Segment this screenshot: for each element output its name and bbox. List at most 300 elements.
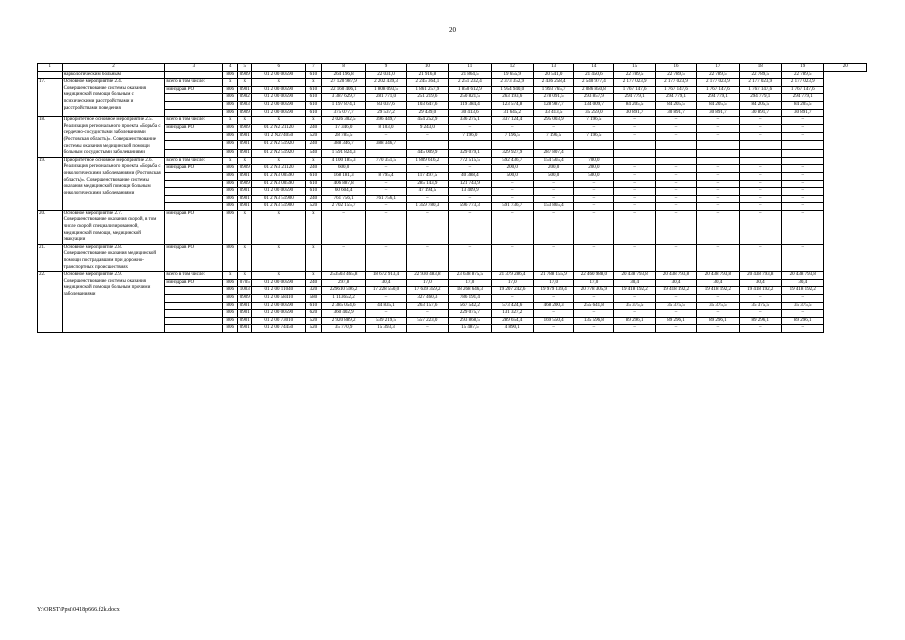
value-cell: – — [655, 203, 696, 211]
footer-file-path: Y:\ORST\Ppsi\0418p666.f2k.docx — [37, 607, 120, 613]
value-cell: 294 779,1 — [739, 94, 781, 102]
value-cell: 0909 — [237, 180, 252, 188]
value-cell: 01 2 00 00590 — [252, 101, 306, 109]
value-cell: 0901 — [237, 188, 252, 196]
value-cell: – — [739, 180, 781, 188]
value-cell: 60 604,4 — [321, 188, 366, 196]
value-cell: 806 — [223, 71, 238, 79]
value-cell: – — [697, 195, 739, 203]
column-number-cell: 7 — [306, 64, 322, 72]
value-cell: – — [782, 210, 824, 244]
value-cell: 2 177 023,9 — [782, 79, 824, 87]
value-cell: 35 375,5 — [614, 302, 655, 310]
value-cell: х — [237, 157, 252, 165]
value-cell: – — [739, 295, 781, 303]
value-cell: 29 537,2 — [366, 109, 406, 117]
value-cell: 297,8 — [321, 279, 366, 287]
value-cell: – — [697, 295, 739, 303]
value-cell: 01 2 00 73010 — [252, 317, 306, 325]
value-cell: 2 177 023,9 — [655, 79, 696, 87]
value-cell: 0909 — [237, 125, 252, 133]
value-cell: – — [655, 325, 696, 333]
executor-cell — [165, 133, 223, 141]
column-number-cell: 2 — [62, 64, 165, 72]
table-row — [38, 71, 867, 79]
value-cell: – — [614, 310, 655, 318]
value-cell: 806 — [223, 188, 238, 196]
value-cell: 229610 596,2 — [321, 287, 366, 295]
value-cell: 806 — [223, 287, 238, 295]
value-cell: 2 245 364,1 — [406, 79, 448, 87]
value-cell: – — [366, 180, 406, 188]
value-cell: 295 003,9 — [534, 117, 574, 125]
value-cell: 7 196,5 — [574, 117, 614, 125]
value-cell: – — [739, 172, 781, 180]
value-cell — [655, 157, 696, 165]
value-cell: 327 460,3 — [406, 295, 448, 303]
column-number-cell: 14 — [574, 64, 614, 72]
value-cell: 620 — [306, 310, 322, 318]
executor-cell: всего в том числе: — [165, 157, 223, 165]
value-cell: 84 205,5 — [655, 101, 696, 109]
value-cell: 329 927,9 — [491, 149, 533, 157]
value-cell: 31 645,2 — [491, 109, 533, 117]
value-cell: 22 460 988,0 — [574, 272, 614, 280]
value-cell — [491, 141, 533, 149]
value-cell: 240 — [306, 279, 322, 287]
value-cell: 20 541,0 — [534, 71, 574, 79]
measure-title: Основное мероприятие 2.4. Совершенствование системы оказания медицинской помощи больным с психическими расстройствами и расстройствами поведения — [62, 79, 165, 117]
value-cell: 1 767 147,6 — [782, 86, 824, 94]
value-cell: 3 387 629,7 — [321, 94, 366, 102]
value-cell: 592 436,7 — [491, 157, 533, 165]
value-cell: 20 438 793,8 — [655, 272, 696, 280]
value-cell: 28 785,5 — [321, 133, 366, 141]
value-cell — [782, 149, 824, 157]
value-cell: 22 160 406,1 — [321, 86, 366, 94]
value-cell: – — [655, 133, 696, 141]
value-cell: 89 296,1 — [739, 317, 781, 325]
value-cell: 35 375,5 — [782, 302, 824, 310]
value-cell: – — [739, 244, 781, 271]
value-cell: – — [655, 117, 696, 125]
value-cell: – — [574, 210, 614, 244]
value-cell: 806 — [223, 310, 238, 318]
value-cell: 123 574,8 — [491, 101, 533, 109]
value-cell: 806 — [223, 172, 238, 180]
executor-cell — [165, 317, 223, 325]
value-cell: – — [697, 325, 739, 333]
value-cell: – — [739, 188, 781, 196]
value-cell: 772 515,5 — [449, 157, 491, 165]
executor-cell — [165, 203, 223, 211]
value-cell: 19 655,9 — [491, 71, 533, 79]
value-cell: – — [406, 325, 448, 333]
value-cell: 0705 — [237, 279, 252, 287]
value-cell: 30 891,7 — [739, 109, 781, 117]
executor-cell — [165, 71, 223, 79]
measure-title: наркологическим больным — [62, 71, 165, 79]
executor-cell — [165, 302, 223, 310]
value-cell: – — [739, 210, 781, 244]
value-cell: 30,4 — [697, 279, 739, 287]
value-cell: 287 807,4 — [534, 149, 574, 157]
value-cell: 1 591 824,3 — [321, 149, 366, 157]
value-cell: 30 891,7 — [614, 109, 655, 117]
value-cell: 84 205,5 — [739, 101, 781, 109]
value-cell: 30,4 — [655, 279, 696, 287]
table-row — [38, 157, 867, 165]
value-cell: – — [321, 210, 366, 244]
value-cell: 1 113652,2 — [321, 295, 366, 303]
value-cell: 2 177 023,9 — [614, 79, 655, 87]
value-cell: 19 418 192,2 — [614, 287, 655, 295]
value-cell: 17,0 — [534, 279, 574, 287]
value-cell: 610 — [306, 101, 322, 109]
value-cell: 2 385 054,6 — [321, 302, 366, 310]
value-cell — [782, 141, 824, 149]
value-cell: 89 296,1 — [697, 317, 739, 325]
value-cell: – — [655, 195, 696, 203]
value-cell: 1 767 147,6 — [655, 86, 696, 94]
value-cell: – — [366, 310, 406, 318]
value-cell: 285 143,9 — [406, 180, 448, 188]
value-cell: – — [449, 210, 491, 244]
value-cell: 396 449,7 — [366, 117, 406, 125]
column-number-cell: 9 — [366, 64, 406, 72]
value-cell: 520 — [306, 133, 322, 141]
executor-cell — [165, 287, 223, 295]
value-cell: – — [655, 310, 696, 318]
value-cell: – — [614, 188, 655, 196]
value-cell: 557 223,0 — [406, 317, 448, 325]
value-cell: 17 346,0 — [321, 125, 366, 133]
value-cell: – — [697, 188, 739, 196]
value-cell: 761 756,1 — [321, 195, 366, 203]
value-cell: – — [614, 117, 655, 125]
value-cell: 19 979 139,4 — [534, 287, 574, 295]
value-cell — [366, 149, 406, 157]
value-cell: 20 438 793,8 — [782, 272, 824, 280]
value-cell: – — [739, 310, 781, 318]
value-cell: 591 736,7 — [491, 203, 533, 211]
column-number-cell: 20 — [824, 64, 867, 72]
value-cell: 229 075,7 — [449, 310, 491, 318]
value-cell: 806 — [223, 325, 238, 333]
value-cell: – — [406, 165, 448, 173]
value-cell — [614, 157, 655, 165]
value-cell: 329 079,1 — [449, 149, 491, 157]
value-cell: 2 373 352,9 — [491, 79, 533, 87]
value-cell: – — [697, 117, 739, 125]
value-cell: 2 177 023,9 — [697, 79, 739, 87]
column-number-cell: 15 — [614, 64, 655, 72]
value-cell: – — [614, 295, 655, 303]
value-cell: 0909 — [237, 71, 252, 79]
executor-cell — [165, 172, 223, 180]
value-cell — [655, 149, 696, 157]
value-cell: – — [491, 125, 533, 133]
value-cell: 240 — [306, 195, 322, 203]
value-cell: 200,0 — [491, 165, 533, 173]
column-number-cell: 4 — [223, 64, 238, 72]
value-cell: 134 009,7 — [574, 101, 614, 109]
value-cell: 264 196,8 — [321, 71, 366, 79]
value-cell: 806 — [223, 210, 238, 244]
value-cell: – — [574, 244, 614, 271]
column-number-cell: 12 — [491, 64, 533, 72]
value-cell: 596 773,3 — [449, 203, 491, 211]
value-cell: 01 2 N3 00590 — [252, 172, 306, 180]
value-cell: – — [782, 172, 824, 180]
value-cell: 30,4 — [614, 279, 655, 287]
value-cell: х — [237, 210, 252, 244]
value-cell: 468 200,3 — [534, 302, 574, 310]
column-number-cell: 17 — [697, 64, 739, 72]
executor-cell: минздрав РО — [165, 86, 223, 94]
value-cell: 1 767 147,6 — [614, 86, 655, 94]
row-number: 21. — [38, 244, 63, 271]
value-cell: – — [655, 188, 696, 196]
value-cell: 30,4 — [366, 279, 406, 287]
value-cell: 0909 — [237, 295, 252, 303]
value-cell: 1 993 765,7 — [534, 86, 574, 94]
value-cell: 17,0 — [574, 279, 614, 287]
value-cell: – — [491, 188, 533, 196]
value-cell — [574, 149, 614, 157]
value-cell: 117 497,5 — [406, 172, 448, 180]
value-cell: – — [366, 188, 406, 196]
value-cell: – — [655, 210, 696, 244]
column-number-cell: 19 — [782, 64, 824, 72]
value-cell: 0902 — [237, 94, 252, 102]
value-cell: 240 — [306, 141, 322, 149]
value-cell: – — [782, 203, 824, 211]
value-cell: 375 077,7 — [321, 109, 366, 117]
value-cell: 0901 — [237, 172, 252, 180]
value-cell: 1 767 147,6 — [697, 86, 739, 94]
value-cell: 2 702 155,7 — [321, 203, 366, 211]
value-cell: 263 157,6 — [406, 302, 448, 310]
value-cell: 20 438 793,8 — [739, 272, 781, 280]
value-cell — [697, 149, 739, 157]
value-cell: – — [366, 165, 406, 173]
value-cell: – — [697, 203, 739, 211]
value-cell: 2 202 439,3 — [366, 79, 406, 87]
measure-title: Основное мероприятие 2.9. Совершенствование системы оказания медицинской помощи больным прочими заболеваниями — [62, 272, 165, 333]
value-cell: 1 861 257,9 — [406, 86, 448, 94]
value-cell: 01 2 N3 21120 — [252, 165, 306, 173]
value-cell: – — [614, 325, 655, 333]
value-cell: 293 868,5 — [449, 317, 491, 325]
value-cell: 539 219,5 — [366, 317, 406, 325]
value-cell: – — [782, 310, 824, 318]
value-cell: – — [655, 125, 696, 133]
value-cell — [534, 141, 574, 149]
value-cell: 19 418 192,2 — [697, 287, 739, 295]
value-cell: 35 375,5 — [739, 302, 781, 310]
value-cell: 19 418 192,2 — [655, 287, 696, 295]
value-cell: 289 654,4 — [491, 317, 533, 325]
executor-cell — [165, 310, 223, 318]
column-number-cell: 11 — [449, 64, 491, 72]
value-cell: 610 — [306, 109, 322, 117]
value-cell: 89 296,1 — [655, 317, 696, 325]
value-cell: 445 009,9 — [406, 149, 448, 157]
value-cell: 19 418 192,2 — [739, 287, 781, 295]
value-cell — [739, 149, 781, 157]
value-cell: 251 219,6 — [406, 94, 448, 102]
value-cell: 44 835,1 — [366, 302, 406, 310]
value-cell: 2 920 889,2 — [321, 317, 366, 325]
value-cell — [406, 141, 448, 149]
value-cell: – — [406, 244, 448, 271]
value-cell: – — [614, 195, 655, 203]
value-cell: 15 393,3 — [366, 325, 406, 333]
value-cell: 29 439,0 — [406, 109, 448, 117]
value-cell: – — [366, 244, 406, 271]
value-cell: 360 402,9 — [321, 310, 366, 318]
value-cell: 89 296,1 — [782, 317, 824, 325]
value-cell: 22 789,5 — [697, 71, 739, 79]
value-cell: 15 487,5 — [449, 325, 491, 333]
value-cell: 610 — [306, 94, 322, 102]
value-cell — [697, 141, 739, 149]
value-cell: – — [491, 180, 533, 188]
value-cell: – — [534, 310, 574, 318]
value-cell: – — [782, 188, 824, 196]
value-cell: 18 672 913,4 — [366, 272, 406, 280]
value-cell: 500,0 — [491, 172, 533, 180]
value-cell: 806 — [223, 279, 238, 287]
value-cell: 17,0 — [449, 279, 491, 287]
value-cell: 21 788 155,9 — [534, 272, 574, 280]
value-cell: 01 2 00 11040 — [252, 287, 306, 295]
value-cell: 567 542,2 — [449, 302, 491, 310]
value-cell: 20 778 305,9 — [574, 287, 614, 295]
value-cell: – — [449, 195, 491, 203]
value-cell: – — [574, 125, 614, 133]
column-number-cell: 13 — [534, 64, 574, 72]
value-cell: 01 2 N3 51900 — [252, 195, 306, 203]
value-cell: – — [697, 172, 739, 180]
value-cell: 806 — [223, 165, 238, 173]
value-cell: 250 821,5 — [449, 94, 491, 102]
value-cell: 454 252,9 — [406, 117, 448, 125]
value-cell: 200,0 — [574, 165, 614, 173]
value-cell: 700,0 — [574, 157, 614, 165]
executor-cell — [165, 94, 223, 102]
value-cell: 84 205,5 — [782, 101, 824, 109]
value-cell: 35 375,5 — [697, 302, 739, 310]
value-cell: 0901 — [237, 141, 252, 149]
value-cell: – — [449, 244, 491, 271]
value-cell: – — [321, 244, 366, 271]
value-cell: 17 639 359,2 — [406, 287, 448, 295]
value-cell: 01 2 00 00590 — [252, 86, 306, 94]
value-cell: 500,0 — [534, 172, 574, 180]
value-cell: 01 2 N3 00590 — [252, 180, 306, 188]
value-cell: – — [534, 325, 574, 333]
value-cell: 0909 — [237, 165, 252, 173]
value-cell: – — [574, 295, 614, 303]
value-cell: 1 850 612,9 — [449, 86, 491, 94]
value-cell: х — [237, 244, 252, 271]
value-cell: 30 413,6 — [449, 109, 491, 117]
executor-cell: всего в том числе: — [165, 117, 223, 125]
column-number-cell: 6 — [252, 64, 306, 72]
executor-cell — [165, 149, 223, 157]
value-cell: х — [306, 157, 322, 165]
executor-cell — [165, 109, 223, 117]
value-cell: 1 767 147,6 — [739, 86, 781, 94]
value-cell: – — [782, 180, 824, 188]
measure-title: Основное мероприятие 2.7. Совершенствование оказания скорой, в том числе скорой специализированной, медицинской помощи, медицинской эвакуации — [62, 210, 165, 244]
value-cell: 13 409,9 — [449, 188, 491, 196]
value-cell: 806 — [223, 195, 238, 203]
value-cell: – — [534, 195, 574, 203]
value-cell: х — [306, 272, 322, 280]
value-cell: 20 438 793,8 — [697, 272, 739, 280]
value-cell: – — [655, 295, 696, 303]
value-cell: х — [252, 244, 306, 271]
value-cell: 01 2 N2 51920 — [252, 141, 306, 149]
value-cell — [782, 157, 824, 165]
value-cell: 7 196,5 — [534, 133, 574, 141]
value-cell: 35 375,5 — [655, 302, 696, 310]
value-cell: 0901 — [237, 195, 252, 203]
value-cell: 406 887,8 — [321, 180, 366, 188]
value-cell: 336 275,1 — [449, 117, 491, 125]
value-cell: 30 891,7 — [697, 109, 739, 117]
value-cell: 33 413,5 — [534, 109, 574, 117]
value-cell: – — [491, 295, 533, 303]
value-cell: 1 809 616,2 — [406, 157, 448, 165]
value-cell: 01 2 00 74450 — [252, 325, 306, 333]
executor-cell — [165, 188, 223, 196]
executor-cell: минздрав РО — [165, 125, 223, 133]
value-cell: 30,4 — [739, 279, 781, 287]
value-cell: – — [406, 133, 448, 141]
value-cell: – — [614, 133, 655, 141]
column-number-cell: 5 — [237, 64, 252, 72]
value-cell: 30 891,7 — [655, 109, 696, 117]
value-cell: – — [655, 172, 696, 180]
value-cell: – — [491, 195, 533, 203]
value-cell: 806 — [223, 244, 238, 271]
value-cell: 7 196,0 — [449, 133, 491, 141]
executor-cell: минздрав РО — [165, 165, 223, 173]
row-number: 19. — [38, 157, 63, 210]
value-cell: 278 091,5 — [534, 94, 574, 102]
value-cell: 200,0 — [534, 165, 574, 173]
value-cell — [655, 141, 696, 149]
value-cell: 121 743,9 — [449, 180, 491, 188]
value-cell: 240 — [306, 165, 322, 173]
value-cell: 22 930 483,8 — [406, 272, 448, 280]
value-cell: 84 205,5 — [697, 101, 739, 109]
value-cell: 01 2 00 00590 — [252, 71, 306, 79]
value-cell: 770 351,5 — [366, 157, 406, 165]
value-cell: – — [449, 165, 491, 173]
value-cell: – — [366, 133, 406, 141]
value-cell: 255 641,8 — [574, 302, 614, 310]
value-cell: 520 — [306, 317, 322, 325]
value-cell: 580 — [306, 295, 322, 303]
executor-cell — [165, 141, 223, 149]
value-cell: 253503 465,8 — [321, 272, 366, 280]
row-number: 22. — [38, 272, 63, 333]
